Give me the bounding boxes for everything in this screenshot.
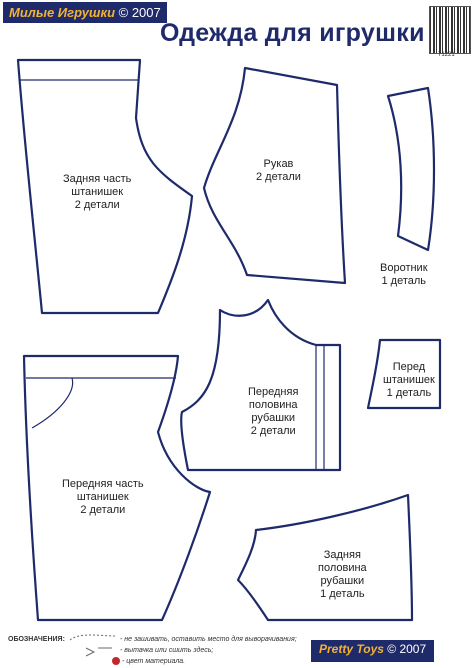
legend-material	[112, 656, 185, 667]
label-sleeve-line2: 2 детали	[256, 171, 301, 183]
label-shirt-back	[318, 549, 367, 601]
collar-outline	[388, 88, 434, 250]
label-collar-line1: Воротник	[380, 262, 428, 274]
label-back-pants-line2: штанишек	[71, 186, 124, 198]
label-shirt-front	[248, 386, 298, 438]
label-back-pants-line1: Задняя часть	[63, 173, 132, 185]
legend-dart-mark	[86, 648, 94, 656]
label-shirt-back-line1: Задняя	[323, 549, 361, 561]
legend-marks	[70, 635, 116, 656]
label-front-pants-line1: Передняя часть	[62, 478, 144, 490]
label-back-pants-line3: 2 детали	[74, 199, 120, 211]
label-shirt-front-line1: Передняя	[248, 386, 299, 398]
label-pants-front-small-line3: 1 деталь	[386, 387, 432, 399]
footer-brand-copyright: © 2007	[387, 642, 427, 656]
legend-unsewn: - не зашивать, оставить место для выворачивания;	[120, 636, 297, 643]
legend-material-text: - цвет материала.	[121, 658, 186, 665]
label-sleeve	[256, 158, 301, 184]
label-sleeve-line1: Рукав	[263, 158, 294, 170]
label-pants-front-small-line1: Перед	[392, 361, 426, 373]
label-shirt-front-line4: 2 детали	[250, 425, 296, 437]
barcode-number: 71221	[438, 52, 455, 58]
label-shirt-back-line4: 1 деталь	[320, 588, 365, 600]
label-collar-line2: 1 деталь	[381, 275, 427, 287]
brand-copyright: © 2007	[118, 5, 161, 20]
legend-title: ОБОЗНАЧЕНИЯ:	[8, 636, 65, 643]
legend	[8, 634, 65, 645]
label-front-pants	[62, 478, 144, 517]
label-front-pants-line3: 2 детали	[80, 504, 126, 516]
label-shirt-back-line2: половина	[318, 562, 367, 574]
label-shirt-front-line2: половина	[248, 399, 298, 411]
footer-brand	[311, 640, 434, 662]
label-pants-front-small-line2: штанишек	[383, 374, 435, 386]
front-pants-pocket	[32, 378, 73, 428]
label-shirt-front-line3: рубашки	[251, 412, 295, 424]
legend-unsewn-mark	[70, 635, 116, 640]
material-color-dot	[112, 657, 120, 665]
label-shirt-back-line3: рубашки	[320, 575, 365, 587]
label-front-pants-line2: штанишек	[76, 491, 129, 503]
brand-name: Милые Игрушки	[9, 5, 116, 20]
label-pants-front-small	[383, 361, 435, 400]
legend-dart: - вытачка или сшить здесь;	[120, 647, 214, 654]
label-back-pants	[63, 173, 131, 212]
footer-brand-name: Pretty Toys	[319, 642, 384, 656]
page-title: Одежда для игрушки	[160, 19, 425, 47]
label-collar	[380, 262, 428, 288]
